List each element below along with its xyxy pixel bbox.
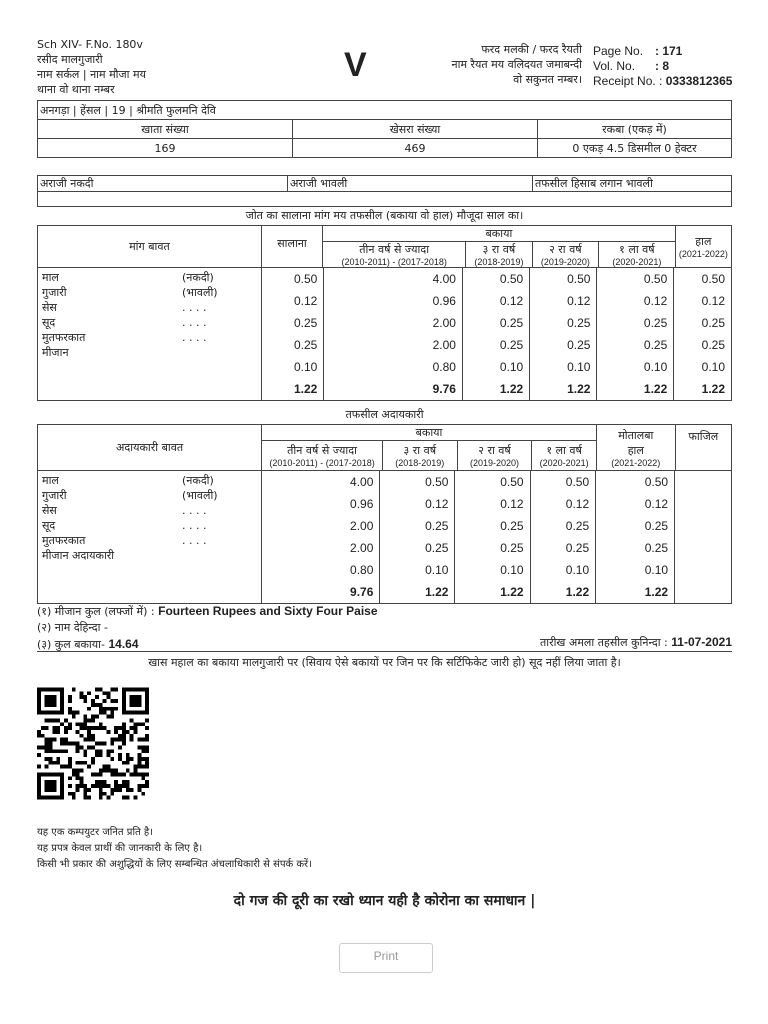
value-cell [675,537,731,559]
value-cell: 0.80 [350,563,374,577]
sub-label: ३ रा वर्ष [403,444,437,457]
demand-salana-header: सालाना [261,226,322,268]
value-cell: 0.10 [530,559,596,581]
value-row [262,581,731,603]
fard-label: फरद मलकी / फरद रैयती [481,43,582,56]
sub-label: १ ला वर्ष [619,243,655,256]
label-mutfarkat: मुतफरकात [42,331,86,344]
demand-sub-header [599,242,676,268]
value-row [262,268,731,290]
demand-caption: जोत का सालाना मांग मय तफसील (बकाया वो हाल) मौजूदा साल का। [245,209,524,222]
value-row [262,515,731,537]
araji-table [37,175,732,207]
value-row [262,378,731,400]
value-cell: 1.22 [596,581,675,603]
form-number: Sch XIV- F.No. 180v [37,38,143,51]
value-cell: 0.10 [597,356,674,378]
label-dots: . . . . [182,519,207,532]
value-row [262,290,731,312]
value-cell: 0.50 [380,471,455,493]
demand-labels [38,268,262,401]
value-row [262,312,731,334]
value-cell: 0.25 [597,312,674,334]
khesra-header: खेसरा संख्या [293,120,538,139]
value-cell: 0.10 [530,356,597,378]
value-cell: 0.10 [380,559,455,581]
payment-sub-header [532,441,596,471]
label-bhavli: (भावली) [182,286,218,299]
receipt-no-value: 0333812365 [662,74,733,88]
receipt-no-label: Receipt No. : [593,74,663,88]
circle-label: नाम सर्कल | नाम मौजा मय [37,68,146,81]
demand-sub-header [466,242,532,268]
value-cell: 0.25 [462,312,529,334]
label-sud: सूद [42,316,56,329]
value-row [262,356,731,378]
value-cell: 0.50 [596,471,675,493]
value-cell [675,493,731,515]
value-cell: 0.12 [462,290,529,312]
label-dots: . . . . [182,331,207,344]
value-cell: 4.00 [324,268,463,290]
sub-year: (2010-2011) - (2017-2018) [341,257,447,267]
date-block [540,635,732,650]
value-cell: 9.76 [350,585,374,599]
vol-no-value: : 8 [655,59,670,73]
form-letter: V [344,46,367,84]
sub-year: (2020-2021) [612,257,662,267]
sub-label: २ रा वर्ष [549,243,582,256]
land-table [37,100,732,158]
value-cell: 1.22 [462,378,529,400]
value-row [262,559,731,581]
value-cell: 1.22 [530,581,596,603]
total-words-value: Fourteen Rupees and Sixty Four Paise [158,604,378,618]
value-cell: 0.12 [455,493,530,515]
value-cell: 0.50 [455,471,530,493]
payment-motalba-header [596,425,675,471]
payment-values-cell [262,471,732,604]
araji-blank-row [38,192,732,207]
value-cell: 1.22 [293,382,318,396]
label-gujari: गुजारी [42,286,67,299]
payment-labels [38,471,262,604]
covid-slogan: दो गज की दूरी का रखो ध्यान यही है कोरोना का समाधान | [233,893,536,909]
value-cell: 0.96 [324,290,463,312]
payment-sub-header [262,441,383,471]
value-cell: 0.50 [674,268,731,290]
payment-fazil-header: फाजिल [675,425,731,471]
khata-header: खाता संख्या [38,120,293,139]
rakba-header: रकबा (एकड़ में) [538,120,732,139]
value-cell: 0.50 [530,471,596,493]
header-right-block [593,44,732,89]
value-cell: 1.22 [597,378,674,400]
value-cell: 1.22 [455,581,530,603]
value-row [262,493,731,515]
value-cell: 0.25 [530,334,597,356]
payment-bakaya-header: बकाया [262,425,597,441]
value-cell: 0.25 [596,537,675,559]
value-cell: 0.10 [596,559,675,581]
header-left-block [37,37,146,97]
value-cell: 0.12 [530,290,597,312]
date-label: तारीख अमला तहसील कुनिन्दा : [539,636,668,649]
sub-year: (2018-2019) [474,257,524,267]
value-cell: 1.22 [530,378,597,400]
value-cell: 0.25 [597,334,674,356]
motalba-label: मोतालबा [618,428,654,442]
sub-year: (2019-2020) [540,257,590,267]
payment-bavat-header: अदायकारी बावत [38,425,262,471]
value-row [262,537,731,559]
motalba-hal-label: हाल [627,443,644,457]
total-words-label: (१) मीजान कुल (लफ्जों में) : [37,605,155,618]
value-cell: 0.96 [350,497,374,511]
value-cell: 0.12 [380,493,455,515]
value-cell: 2.00 [324,334,463,356]
value-cell [675,581,731,603]
value-cell: 0.25 [462,334,529,356]
value-cell: 0.25 [596,515,675,537]
demand-hal-label: हाल [695,235,712,248]
value-cell: 0.25 [674,312,731,334]
label-ses: सेस [42,504,57,517]
page-no-value: : 171 [655,44,683,58]
disclaimer-line: किसी भी प्रकार की अशुद्धियों के लिए सम्बन्धित अंचलाधिकारी से संपर्क करें। [37,859,312,870]
disclaimer-block [37,825,312,873]
sub-label: १ ला वर्ष [546,444,582,457]
value-cell: 0.50 [462,268,529,290]
araji-nakdi: अराजी नकदी [38,176,288,192]
label-bhavli: (भावली) [182,489,218,502]
receipt-type: रसीद मालगुजारी [37,53,103,66]
date-value: 11-07-2021 [671,635,732,649]
demand-sub-header [532,242,598,268]
total-bakaya-value: 14.64 [108,637,139,651]
sub-label: तीन वर्ष से ज्यादा [287,444,357,457]
payment-sub-header [457,441,532,471]
value-cell: 0.50 [530,268,597,290]
payment-table [37,424,732,604]
payment-caption: तफसील अदायकारी [345,408,424,421]
value-cell: 0.12 [596,493,675,515]
label-mal: माल [42,474,59,487]
value-cell: 0.25 [293,316,318,330]
demand-values [262,268,731,400]
sub-label: तीन वर्ष से ज्यादा [359,243,430,256]
value-cell: 0.10 [462,356,529,378]
value-row [262,334,731,356]
label-sud: सूद [42,519,56,532]
label-nakdi: (नकदी) [182,474,214,487]
value-cell: 0.25 [293,338,318,352]
sub-year: (2020-2021) [539,458,589,468]
value-cell: 2.00 [350,541,374,555]
demand-hal-year: (2021-2022) [678,249,728,259]
demand-values-cell [261,268,731,401]
value-cell [675,515,731,537]
label-dots: . . . . [182,504,207,517]
value-cell: 1.22 [674,378,731,400]
summary-block [37,603,378,653]
value-cell: 2.00 [324,312,463,334]
value-cell: 1.22 [380,581,455,603]
value-cell: 4.00 [350,475,374,489]
label-mal: माल [42,271,59,284]
rakba-value: 0 एकड़ 4.5 डिसमील 0 हेक्टर [538,139,732,158]
sub-label: २ रा वर्ष [478,444,511,457]
value-cell: 0.12 [674,290,731,312]
payment-values [262,471,731,603]
value-cell: 0.12 [597,290,674,312]
sub-year: (2010-2011) - (2017-2018) [269,458,375,468]
payer-name-label: (२) नाम देहिन्दा - [37,621,108,634]
value-cell: 0.25 [530,312,597,334]
araji-bhavli: अराजी भावली [288,176,533,192]
value-cell: 0.25 [455,515,530,537]
vol-no-label: Vol. No. [593,59,636,73]
raiyat-label: नाम रैयत मय वलिदयत जमाबन्दी [451,58,582,71]
label-gujari: गुजारी [42,489,67,502]
value-cell: 0.25 [455,537,530,559]
value-cell: 0.12 [530,493,596,515]
demand-hal-header [675,226,731,268]
summary-divider [37,651,732,652]
value-cell: 0.25 [674,334,731,356]
value-cell: 9.76 [324,378,463,400]
value-cell [675,559,731,581]
label-ses: सेस [42,301,57,314]
label-dots: . . . . [182,301,207,314]
value-cell: 0.10 [293,360,318,374]
qr-code [37,686,149,801]
value-cell: 2.00 [350,519,374,533]
demand-sub-header [323,242,466,268]
sub-year: (2018-2019) [395,458,445,468]
label-dots: . . . . [182,534,207,547]
disclaimer-line: यह प्रपत्र केवल प्राथीं की जानकारी के लिए है। [37,843,203,854]
location-line: अनगड़ा | हेंसल | 19 | श्रीमति फुलमनि देवि [38,101,732,120]
demand-bavat-header: मांग बावत [38,226,262,268]
demand-bakaya-header: बकाया [323,226,676,242]
value-row [262,471,731,493]
khesra-value: 469 [293,139,538,158]
sub-year: (2019-2020) [469,458,520,468]
value-cell: 0.25 [530,537,596,559]
label-dots: . . . . [182,316,207,329]
sakunat-label: वो सकुनत नम्बर। [513,73,582,86]
thana-label: थाना वो थाना नम्बर [37,83,115,96]
value-cell: 0.50 [597,268,674,290]
sub-label: ३ रा वर्ष [482,243,516,256]
header-middle-block [420,42,582,87]
value-cell: 0.10 [674,356,731,378]
value-cell: 0.25 [380,515,455,537]
value-cell: 0.25 [530,515,596,537]
value-cell [675,471,731,493]
total-bakaya-label: (३) कुल बकाया- [37,638,105,651]
label-mizan-adaykari: मीजान अदायकारी [42,549,115,562]
print-button[interactable]: Print [339,943,433,973]
value-cell: 0.50 [293,272,318,286]
notice-text: खास महाल का बकाया मालगुजारी पर (सिवाय ऐसे बकायों पर जिन पर कि सर्टिफिकेट जारी हो) सूद नहीं लिया जाता है। [148,656,621,669]
demand-table [37,225,732,401]
label-nakdi: (नकदी) [182,271,214,284]
value-cell: 0.25 [380,537,455,559]
disclaimer-line: यह एक कम्पयुटर जनित प्रति है। [37,827,154,838]
tafsil-hisab: तफसील हिसाब लगान भावली [533,176,732,192]
label-mizan: मीजान [42,346,69,359]
label-mutfarkat: मुतफरकात [42,534,86,547]
motalba-year: (2021-2022) [611,457,661,468]
value-cell: 0.10 [455,559,530,581]
value-cell: 0.80 [324,356,463,378]
khata-value: 169 [38,139,293,158]
payment-sub-header [382,441,457,471]
value-cell: 0.12 [293,294,318,308]
page-no-label: Page No. [593,44,644,58]
